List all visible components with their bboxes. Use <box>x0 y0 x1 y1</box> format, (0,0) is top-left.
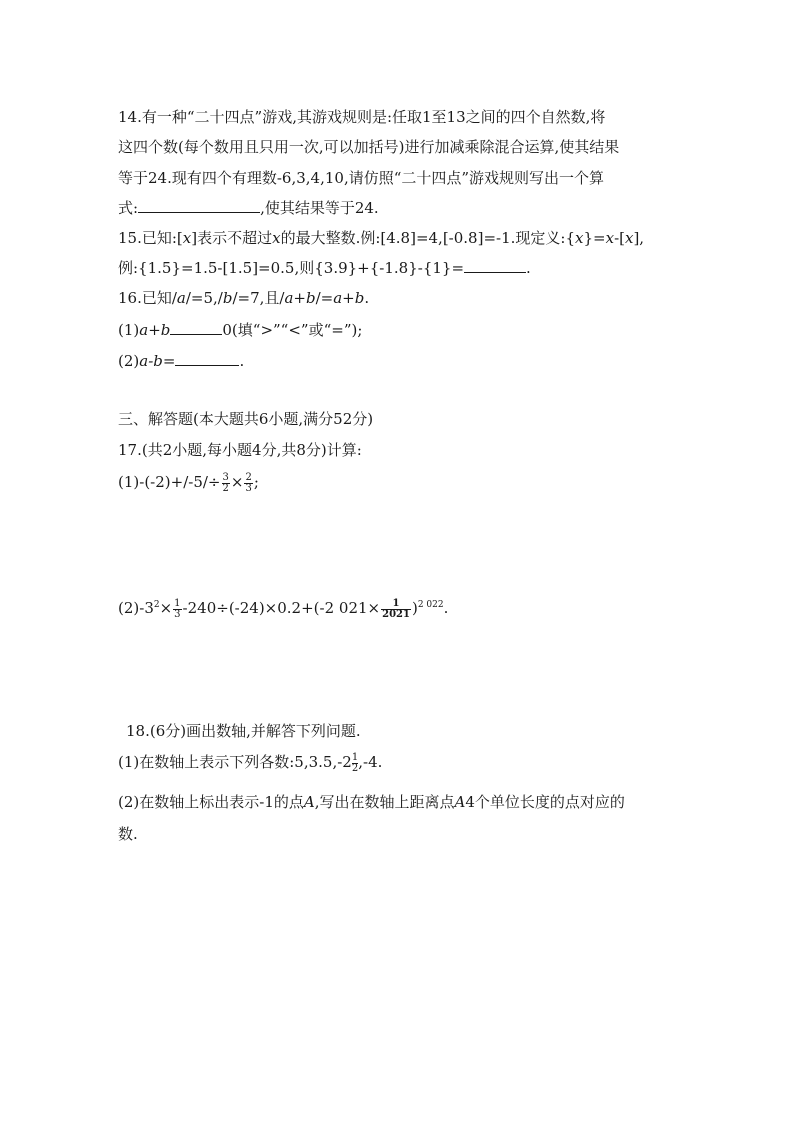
q15-var-x: x <box>272 229 281 247</box>
fraction-numerator: 2 <box>245 471 252 483</box>
point-a-label: A <box>303 793 315 811</box>
q15-text: ]表示不超过 <box>191 229 273 247</box>
q16-sub-1-label: (1) <box>118 321 140 339</box>
q18-part-2-text: ,写出在数轴上距离点 <box>314 793 455 811</box>
q14-line-1: 14.有一种“二十四点”游戏,其游戏规则是:任取1至13之间的四个自然数,将 <box>118 108 606 126</box>
fraction <box>381 599 411 620</box>
fraction-denominator: 3 <box>174 608 181 620</box>
q16-var: a+b <box>333 289 365 307</box>
q18-part-2-line-2: 数. <box>118 825 138 843</box>
q15-var-x: x <box>624 229 634 247</box>
q18-intro: 18.(6分)画出数轴,并解答下列问题. <box>126 722 361 740</box>
q17-intro: 17.(共2小题,每小题4分,共8分)计算: <box>118 441 362 459</box>
q16-sub-2-eq: = <box>162 352 176 370</box>
fraction-numerator: 1 <box>381 599 411 610</box>
fraction-denominator: 2 <box>351 762 359 774</box>
exponent: 2 <box>153 600 160 610</box>
q18-part-1 <box>118 752 382 774</box>
q15-line-2 <box>118 258 531 278</box>
q14-line-4 <box>118 198 379 218</box>
q16-sub-2-label: (2) <box>118 352 140 370</box>
times-sign: × <box>230 473 244 491</box>
q16-text: /= <box>315 289 334 307</box>
q16-var: b <box>222 289 233 307</box>
q15-var-x: x <box>605 229 615 247</box>
fraction <box>244 473 252 494</box>
q15-line-1 <box>118 228 644 248</box>
q14-line-3: 等于24.现有四个有理数-6,3,4,10,请仿照“二十四点”游戏规则写出一个算 <box>118 169 605 187</box>
q16-sub-1-blank[interactable] <box>170 320 222 335</box>
q16-text: /=5,/ <box>185 289 223 307</box>
q18-part-1-text: ,-4. <box>358 753 383 771</box>
q15-var-x: x <box>182 229 192 247</box>
q15-var-x: x <box>575 229 584 247</box>
q15-text: 的最大整数.例:[4.8]=4,[-0.8]=-1.现定义:{ <box>280 229 575 247</box>
q15-text: 15.已知:[ <box>118 229 183 247</box>
q15-example-text: 例:{1.5}=1.5-[1.5]=0.5,则{3.9}+{-1.8}-{1}= <box>118 259 465 277</box>
q17-part-1 <box>118 472 259 494</box>
fraction-numerator: 3 <box>222 471 229 483</box>
times-sign: × <box>159 599 173 617</box>
q18-part-2-text: 4个单位长度的点对应的 <box>465 793 625 811</box>
q16-line-1 <box>118 288 369 308</box>
q16-sub-2 <box>118 351 244 371</box>
fraction-denominator: 2021 <box>382 608 410 620</box>
q16-sub-1-text: 0(填“>”“<”或“=”); <box>222 321 363 339</box>
fraction <box>222 473 230 494</box>
q16-sub-2-var: a-b <box>139 352 163 370</box>
q16-text: 16.已知/ <box>118 289 177 307</box>
section-3-heading: 三、解答题(本大题共6小题,满分52分) <box>118 410 374 428</box>
q17-part-2-text: (2)-3 <box>118 599 154 617</box>
q14-line-4-suffix: ,使其结果等于24. <box>260 199 379 217</box>
q14-line-2: 这四个数(每个数用且只用一次,可以加括号)进行加减乘除混合运算,使其结果 <box>118 138 620 156</box>
q18-part-1-text: (1)在数轴上表示下列各数:5,3.5,-2 <box>118 753 352 771</box>
q18-part-2-line-1 <box>118 792 625 812</box>
fraction-denominator: 3 <box>245 482 252 494</box>
point-a-label: A <box>454 793 466 811</box>
q16-var: a <box>176 289 186 307</box>
q15-text: ], <box>633 229 645 247</box>
q14-answer-blank[interactable] <box>138 198 260 213</box>
exponent: 2 022 <box>417 600 444 610</box>
q15-text: -[ <box>614 229 625 247</box>
period: . <box>443 599 449 617</box>
q17-part-2 <box>118 598 448 620</box>
q14-line-4-prefix: 式: <box>118 199 139 217</box>
close-paren: ) <box>411 599 418 617</box>
q16-sub-2-blank[interactable] <box>175 351 239 366</box>
q16-sub-1-var: a+b <box>139 321 171 339</box>
q16-text: . <box>364 289 370 307</box>
semicolon: ; <box>253 473 259 491</box>
q18-part-2-text: (2)在数轴上标出表示-1的点 <box>118 793 304 811</box>
q15-answer-blank[interactable] <box>464 258 526 273</box>
q16-var: a+b <box>284 289 316 307</box>
q16-text: /=7,且/ <box>232 289 285 307</box>
q16-sub-1 <box>118 320 362 340</box>
fraction <box>173 599 181 620</box>
q17-part-2-text: -240÷(-24)×0.2+(-2 021× <box>182 599 381 617</box>
q15-text: }= <box>583 229 606 247</box>
fraction-numerator: 1 <box>174 597 181 609</box>
q16-sub-2-period: . <box>239 352 245 370</box>
q17-part-1-text: (1)-(-2)+/-5/÷ <box>118 473 221 491</box>
fraction-numerator: 1 <box>351 751 359 763</box>
fraction-denominator: 2 <box>222 482 229 494</box>
q15-period: . <box>526 259 531 277</box>
